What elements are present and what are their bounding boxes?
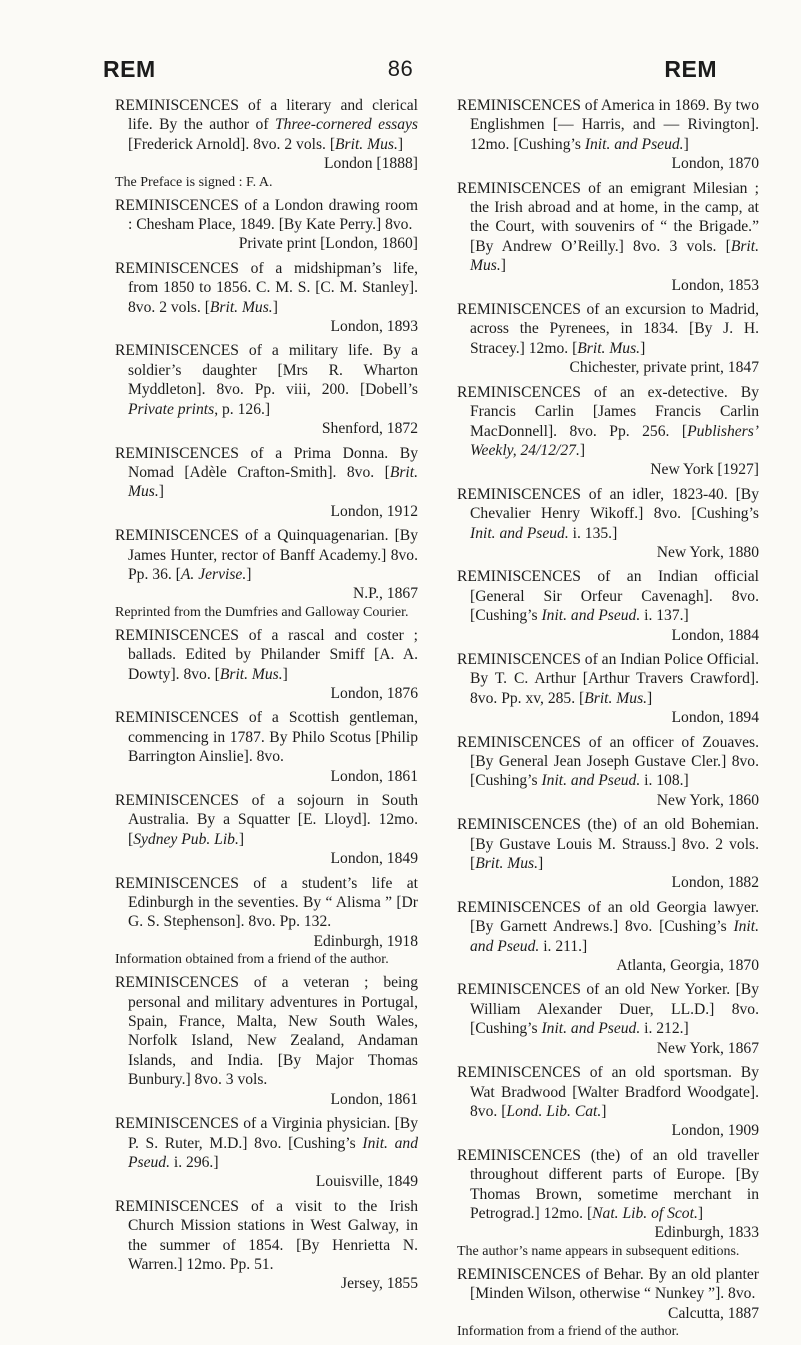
source-citation: Brit. Mus. (584, 689, 648, 707)
left-column (115, 96, 418, 1299)
entry-text: REMINISCENCES of a midshipman’s life, from 1850 to 1856. C. M. S. [C. M. Stanley]. 8vo. 2 vols. [Brit. Mus.] (115, 259, 418, 316)
entry-note: The Preface is signed : F. A. (115, 174, 273, 190)
bibliography-entry (457, 733, 759, 811)
imprint: London, 1909 (671, 1122, 759, 1140)
entry-text: REMINISCENCES (the) of an old Bohemian. [By Gustave Louis M. Strauss.] 8vo. 2 vols. [Brit. Mus.] (457, 816, 759, 873)
source-citation: Brit. Mus. (209, 298, 273, 316)
imprint: New York [1927] (650, 461, 759, 479)
imprint: Atlanta, Georgia, 1870 (616, 957, 759, 975)
imprint: Jersey, 1855 (341, 1275, 418, 1293)
bibliography-entry (115, 259, 418, 337)
bibliography-entry (457, 898, 759, 976)
imprint: London, 1870 (671, 155, 759, 173)
source-citation: Nat. Lib. of Scot. (592, 1204, 698, 1222)
entry-text: REMINISCENCES of America in 1869. By two Englishmen [— Harris, and — Rivington]. 12mo. [Cushing’s Init. and Pseud.] (457, 97, 759, 153)
italic-title: Init. and Pseud. (541, 1020, 641, 1038)
bibliography-entry (115, 444, 418, 522)
italic-title: Three-cornered essays (275, 116, 418, 134)
bibliography-entry (115, 1197, 418, 1294)
imprint: Chichester, private print, 1847 (569, 359, 759, 377)
italic-title: Private prints (128, 400, 215, 418)
imprint: London, 1853 (671, 276, 759, 294)
entry-text: REMINISCENCES of an emigrant Milesian ; the Irish abroad and at home, in the camp, at the Court, with souvenirs of “ the Brigade.” [By Andrew O’Reilly.] 8vo. 3 vols. [Brit. Mus.] (457, 179, 759, 275)
entry-note: Information from a friend of the author. (457, 1323, 679, 1339)
italic-title: Init. and Pseud. (541, 607, 641, 625)
imprint: New York, 1880 (656, 543, 759, 561)
imprint: London, 1893 (330, 318, 418, 336)
source-citation: Brit. Mus. (475, 855, 539, 873)
bibliography-entry (457, 383, 759, 480)
entry-note: The author’s name appears in subsequent editions. (457, 1243, 740, 1259)
source-citation: Brit. Mus. (335, 135, 398, 153)
imprint: London, 1849 (330, 850, 418, 868)
bibliography-entry (115, 96, 418, 191)
entry-text: REMINISCENCES of an idler, 1823-40. [By Chevalier Henry Wikoff.] 8vo. [Cushing’s Init. and Pseud. i. 135.] (457, 485, 759, 542)
bibliography-entry (457, 650, 759, 728)
bibliography-entry (457, 96, 759, 174)
entry-text: REMINISCENCES of a military life. By a soldier’s daughter [Mrs R. Wharton Myddleton]. 8vo. Pp. viii, 200. [Dobell’s Private prints, p. 126.] (115, 342, 418, 418)
bibliography-entry (457, 1146, 759, 1260)
source-citation: Brit. Mus. (577, 339, 641, 357)
source-citation: Brit. Mus. (128, 463, 418, 501)
bibliography-entry (457, 815, 759, 893)
entry-text: REMINISCENCES of a Prima Donna. By Nomad [Adèle Crafton-Smith]. 8vo. [Brit. Mus.] (115, 444, 418, 501)
imprint: London, 1876 (330, 684, 418, 702)
running-head-right: REM (664, 56, 717, 82)
entry-text: REMINISCENCES of a visit to the Irish Church Mission stations in West Galway, in the summer of 1854. [By Henrietta N. Warren.] 12mo. Pp. 51. (115, 1197, 418, 1273)
right-column (457, 96, 759, 1345)
imprint: Edinburgh, 1918 (313, 932, 418, 950)
entry-text: REMINISCENCES of an old sportsman. By Wat Bradwood [Walter Bradford Woodgate]. 8vo. [Lond. Lib. Cat.] (457, 1064, 759, 1120)
entry-note: Information obtained from a friend of the author. (115, 952, 389, 968)
entry-text: REMINISCENCES of a Scottish gentleman, commencing in 1787. By Philo Scotus [Philip Barrington Ainslie]. 8vo. (115, 709, 418, 766)
imprint: London, 1894 (671, 709, 759, 727)
entry-text: REMINISCENCES of an officer of Zouaves. [By General Jean Joseph Gustave Cler.] 8vo. [Cushing’s Init. and Pseud. i. 108.] (457, 733, 759, 790)
imprint: Shenford, 1872 (321, 420, 418, 438)
source-citation: Brit. Mus. (470, 237, 759, 275)
entry-text: REMINISCENCES of a Quinquagenarian. [By James Hunter, rector of Banff Academy.] 8vo. Pp. 36. [A. Jervise.] (115, 527, 418, 583)
entry-text: REMINISCENCES (the) of an old traveller throughout different parts of Europe. [By Thomas Brown, sometime merchant in Petrograd.] 12mo. [Nat. Lib. of Scot.] (457, 1146, 759, 1222)
imprint: Louisville, 1849 (315, 1173, 418, 1191)
imprint: London, 1861 (330, 767, 418, 785)
bibliography-entry (457, 1265, 759, 1340)
italic-title: Init. and Pseud. (128, 1134, 418, 1171)
bibliography-entry (457, 980, 759, 1058)
italic-title: Init. and Pseud. (470, 918, 759, 955)
entry-text: REMINISCENCES of a veteran ; being personal and military adventures in Portugal, Spain, France, Malta, New South Wales, Norfolk Island, New Zealand, Andaman Islands, and India. [By Major Thomas Bunbury.] 8vo. 3 vols. (115, 974, 418, 1089)
bibliography-entry (115, 626, 418, 704)
entry-text: REMINISCENCES of an old Georgia lawyer. [By Garnett Andrews.] 8vo. [Cushing’s Init. and Pseud. i. 211.] (457, 898, 759, 955)
bibliography-entry (115, 526, 418, 621)
imprint: New York, 1867 (656, 1039, 759, 1057)
bibliography-entry (457, 1063, 759, 1141)
entry-text: REMINISCENCES of an old New Yorker. [By William Alexander Duer, LL.D.] 8vo. [Cushing’s Init. and Pseud. i. 212.] (457, 981, 759, 1038)
entry-text: REMINISCENCES of a literary and clerical life. By the author of Three-cornered essays [Frederick Arnold]. 8vo. 2 vols. [Brit. Mus.] (115, 97, 418, 153)
entry-text: REMINISCENCES of an Indian Police Official. By T. C. Arthur [Arthur Travers Crawford]. 8vo. Pp. xv, 285. [Brit. Mus.] (457, 650, 760, 707)
bibliography-entry (115, 874, 418, 969)
entry-text: REMINISCENCES of a sojourn in South Australia. By a Squatter [E. Lloyd]. 12mo. [Sydney Pub. Lib.] (115, 792, 418, 848)
entry-text: REMINISCENCES of an Indian official [General Sir Orfeur Cavenagh]. 8vo. [Cushing’s Init. and Pseud. i. 137.] (457, 568, 759, 625)
source-citation: A. Jervise. (180, 565, 247, 583)
imprint: London, 1912 (330, 502, 418, 520)
source-citation: Publishers’ Weekly, 24/12/27. (470, 422, 759, 459)
page-header (0, 56, 801, 88)
bibliography-entry (457, 300, 759, 378)
entry-text: REMINISCENCES of a student’s life at Edinburgh in the seventies. By “ Alisma ” [Dr G. S. Stephenson]. 8vo. Pp. 132. (115, 874, 418, 931)
source-citation: Sydney Pub. Lib. (133, 830, 239, 848)
italic-title: Init. and Pseud. (470, 524, 569, 542)
imprint: London [1888] (324, 155, 418, 173)
bibliography-entry (457, 485, 759, 563)
entry-text: REMINISCENCES of a Virginia physician. [By P. S. Ruter, M.D.] 8vo. [Cushing’s Init. and Pseud. i. 296.] (115, 1115, 418, 1171)
bibliography-entry (115, 708, 418, 786)
imprint: Private print [London, 1860] (238, 235, 418, 253)
entry-text: REMINISCENCES of an excursion to Madrid, across the Pyrenees, in 1834. [By J. H. Stracey.] 12mo. [Brit. Mus.] (457, 301, 759, 357)
imprint: New York, 1860 (656, 791, 759, 809)
entry-text: REMINISCENCES of an ex-detective. By Francis Carlin [James Francis Carlin MacDonnell]. 8vo. Pp. 256. [Publishers’ Weekly, 24/12/27.] (457, 383, 759, 459)
imprint: N.P., 1867 (353, 585, 418, 603)
bibliography-entry (115, 1114, 418, 1192)
imprint: Calcutta, 1887 (668, 1304, 759, 1322)
bibliography-entry (457, 179, 759, 295)
imprint: Edinburgh, 1833 (654, 1224, 759, 1242)
bibliography-entry (115, 973, 418, 1109)
imprint: London, 1884 (671, 626, 759, 644)
bibliography-entry (115, 341, 418, 438)
bibliography-entry (115, 196, 418, 254)
source-citation: Brit. Mus. (219, 665, 283, 683)
entry-text: REMINISCENCES of a rascal and coster ; ballads. Edited by Philander Smiff [A. A. Dowty]. 8vo. [Brit. Mus.] (115, 626, 418, 683)
bibliography-entry (115, 791, 418, 869)
imprint: London, 1861 (330, 1090, 418, 1108)
entry-note: Reprinted from the Dumfries and Galloway Courier. (115, 604, 409, 620)
bibliography-entry (457, 567, 759, 645)
imprint: London, 1882 (671, 874, 759, 892)
italic-title: Init. and Pseud. (541, 772, 641, 790)
italic-title: Init. and Pseud. (584, 135, 684, 153)
page-number: 86 (387, 56, 414, 81)
running-head-left: REM (103, 56, 156, 82)
entry-text: REMINISCENCES of a London drawing room : Chesham Place, 1849. [By Kate Perry.] 8vo. (115, 196, 418, 234)
entry-text: REMINISCENCES of Behar. By an old planter [Minden Wilson, otherwise “ Nunkey ”]. 8vo. (457, 1265, 759, 1303)
source-citation: Lond. Lib. Cat. (506, 1102, 602, 1120)
